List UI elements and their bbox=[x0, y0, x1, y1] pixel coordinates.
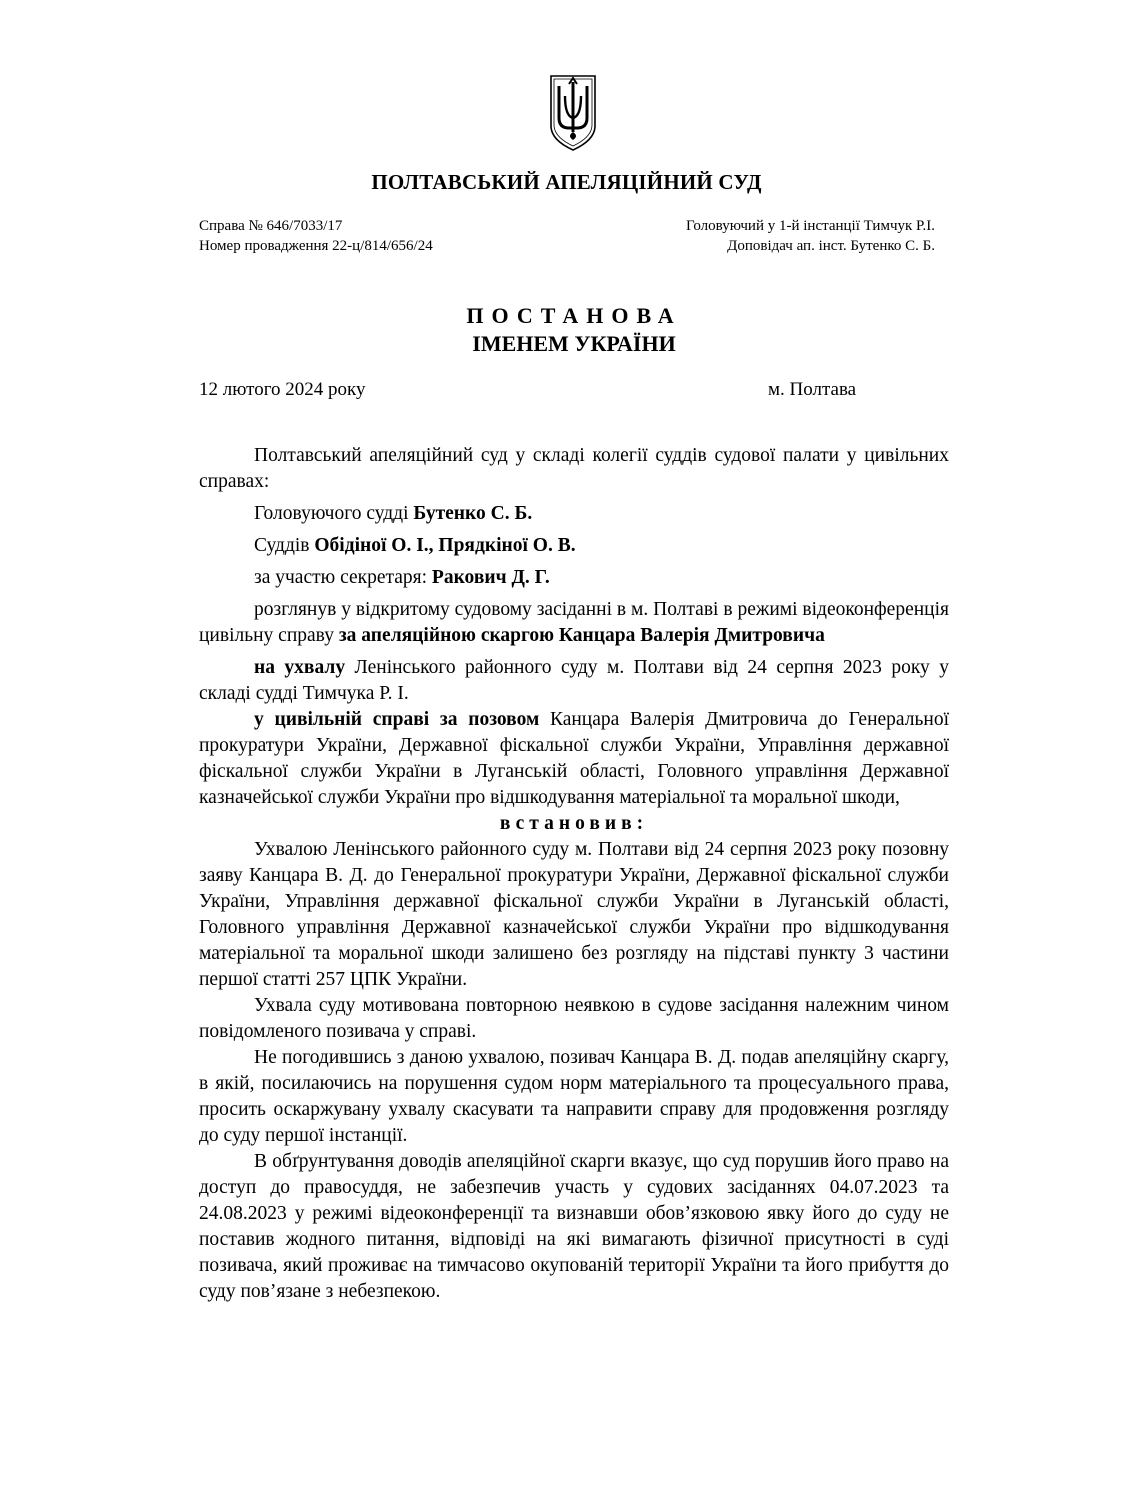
document-body bbox=[199, 443, 949, 1305]
body-paragraph: Ухвала суду мотивована повторною неявкою в судове засідання належним чином повідомленого позивача у справі. bbox=[199, 995, 949, 1042]
presiding-first-instance: Головуючий у 1-й інстанції Тимчук Р.І. bbox=[686, 218, 935, 234]
considered-text: розглянув у відкритому судовому засіданні в м. Полтаві в режимі відеоконференція цивільну справу bbox=[199, 599, 949, 646]
secretary-prefix: за участю секретаря: bbox=[254, 567, 432, 588]
judges-prefix: Суддів bbox=[254, 535, 315, 556]
rapporteur: Доповідач ап. інст. Бутенко С. Б. bbox=[727, 238, 935, 254]
appeal-bold: на ухвалу bbox=[254, 657, 346, 678]
secretary-line bbox=[199, 565, 949, 591]
document-type: ПОСТАНОВА bbox=[466, 303, 682, 328]
case-info-right bbox=[686, 216, 935, 256]
presiding-judge-line bbox=[199, 501, 949, 527]
body-paragraph: Не погодившись з даною ухвалою, позивач Канцара В. Д. подав апеляційну скаргу, в якій, посилаючись на порушення судом норм матеріального та процесуального права, просить оскаржувану ухвалу скасувати та направити справу для продовження розгляду до суду першої інстанції. bbox=[199, 1047, 949, 1146]
claim-bold: у цивільній справі за позовом bbox=[254, 709, 540, 730]
case-number: Справа № 646/7033/17 bbox=[199, 218, 343, 234]
established-heading: встановив: bbox=[499, 813, 649, 834]
secretary-name: Ракович Д. Г. bbox=[431, 567, 550, 588]
body-paragraph: В обґрунтування доводів апеляційної скарги вказує, що суд порушив його право на доступ до правосуддя, не забезпечив участь у судових засіданнях 04.07.2023 та 24.08.2023 у режимі відеоконференції та визнавши обов’язковою явку його до суду не поставив жодного питання, відповіді на які вимагають фізичної присутності в суді позивача, який проживає на тимчасово окупованій території України та його прибуття до суду пов’язане з небезпекою. bbox=[199, 1151, 949, 1302]
body-paragraph: Ухвалою Ленінського районного суду м. Полтави від 24 серпня 2023 року позовну заяву Канцара В. Д. до Генеральної прокуратури України, Державної фіскальної служби України, Управління державної фіскальної служби України в Луганській області, Головного управління Державної казначейської служби України про відшкодування матеріальної та моральної шкоди залишено без розгляду на підставі пункту 3 частини першої статті 257 ЦПК України. bbox=[199, 839, 949, 990]
considered-paragraph bbox=[199, 597, 949, 649]
judges-line bbox=[199, 533, 949, 559]
case-info-left bbox=[199, 216, 433, 256]
claim-paragraph bbox=[199, 707, 949, 811]
judges-names: Обідіної О. І., Прядкіної О. В. bbox=[314, 535, 576, 556]
coat-of-arms-emblem bbox=[545, 72, 601, 152]
claim-text: Канцара Валерія Дмитровича до Генеральної прокуратури України, Державної фіскальної служби України, Управління державної фіскальної служби України в Луганській області, Головного управління Державної казначейської служби України про відшкодування матеріальної та моральної шкоди, bbox=[199, 709, 949, 808]
presiding-judge-name: Бутенко С. Б. bbox=[413, 503, 533, 524]
appellant-name: за апеляційною скаргою Канцара Валерія Дмитровича bbox=[338, 625, 825, 646]
court-name: ПОЛТАВСЬКИЙ АПЕЛЯЦІЙНИЙ СУД bbox=[371, 170, 762, 194]
appeal-text: Ленінського районного суду м. Полтави від 24 серпня 2023 року у складі судді Тимчука Р. І. bbox=[199, 657, 949, 704]
appeal-paragraph bbox=[199, 655, 949, 707]
intro-paragraph: Полтавський апеляційний суд у складі колегії суддів судової палати у цивільних справах: bbox=[199, 445, 949, 492]
document-city: м. Полтава bbox=[768, 379, 857, 400]
presiding-prefix: Головуючого судді bbox=[254, 503, 414, 524]
document-subtitle: ІМЕНЕМ УКРАЇНИ bbox=[472, 331, 676, 356]
document-date: 12 лютого 2024 року bbox=[199, 379, 366, 400]
proceeding-number: Номер провадження 22-ц/814/656/24 bbox=[199, 238, 433, 254]
